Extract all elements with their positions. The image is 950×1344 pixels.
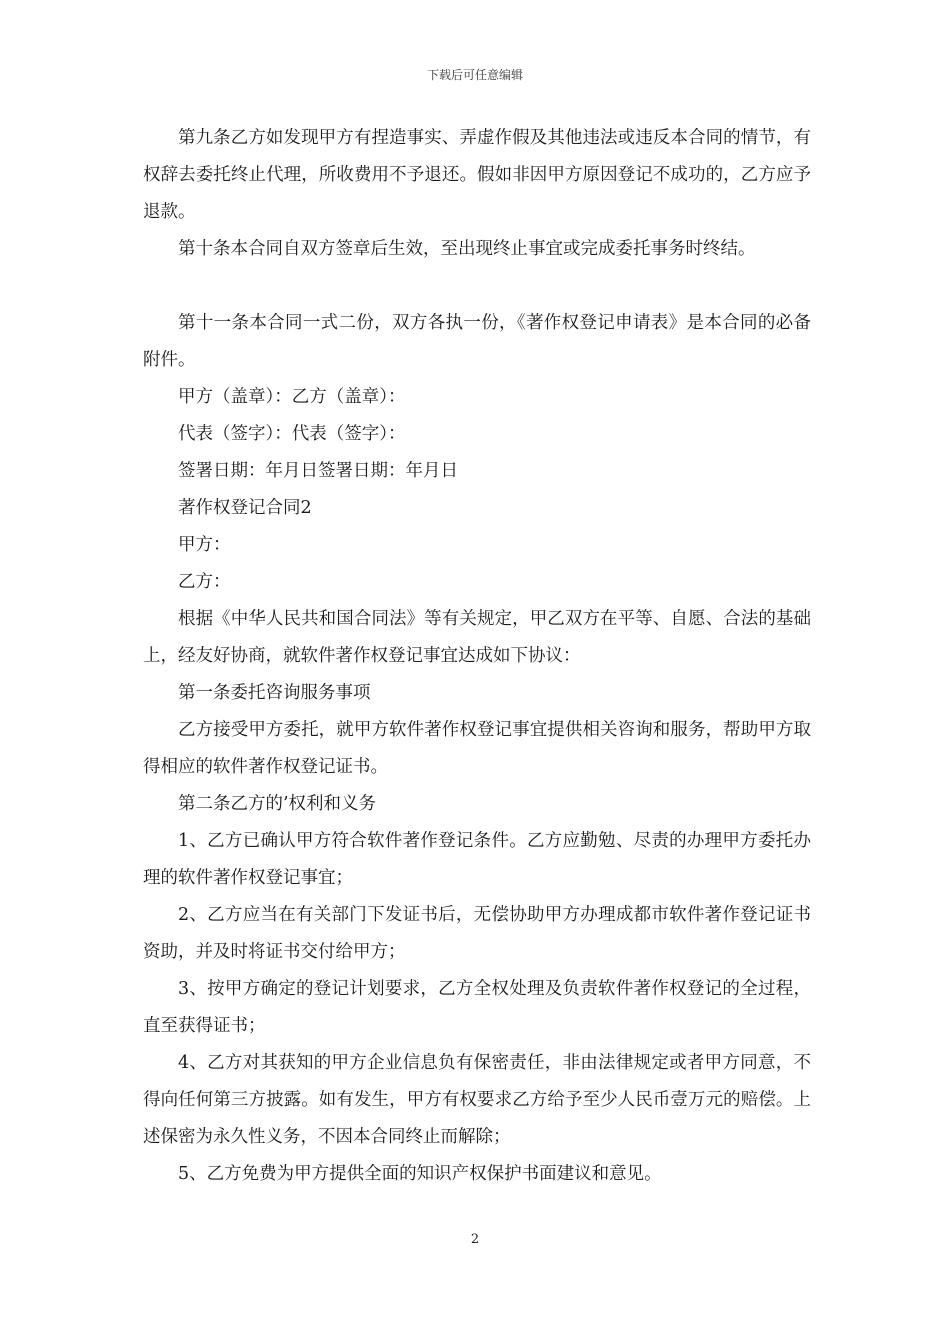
list-item-3: 3、按甲方确定的登记计划要求，乙方全权处理及负责软件著作权登记的全过程，直至获得证书；: [143, 979, 811, 1036]
heading-article-2: 第二条乙方的’权利和义务: [178, 794, 377, 814]
heading-article-1: 第一条委托咨询服务事项: [178, 683, 371, 703]
signature-date-line: 签署日期：年月日签署日期：年月日: [178, 461, 458, 481]
list-item-5: 5、乙方免费为甲方提供全面的知识产权保护书面建议和意见。: [178, 1164, 662, 1184]
paragraph-article-9: 第九条乙方如发现甲方有捏造事实、弄虚作假及其他违法或违反本合同的情节，有权辞去委托终止代理，所收费用不予退还。假如非因甲方原因登记不成功的，乙方应予退款。: [143, 128, 811, 222]
contract-2-title: 著作权登记合同2: [178, 498, 312, 518]
party-a-line: 甲方：: [178, 535, 231, 555]
party-b-line: 乙方：: [178, 572, 231, 592]
paragraph-preamble: 根据《中华人民共和国合同法》等有关规定，甲乙双方在平等、自愿、合法的基础上，经友好协商，就软件著作权登记事宜达成如下协议：: [143, 609, 811, 666]
list-item-4: 4、乙方对其获知的甲方企业信息负有保密责任，非由法律规定或者甲方同意，不得向任何第三方披露。如有发生，甲方有权要求乙方给予至少人民币壹万元的赔偿。上述保密为永久性义务，不因本合同终止而解除；: [143, 1053, 811, 1147]
page-header: 下载后可任意编辑: [426, 68, 523, 82]
paragraph-article-10: 第十条本合同自双方签章后生效，至出现终止事宜或完成委托事务时终结。: [178, 239, 756, 259]
paragraph-article-1-body: 乙方接受甲方委托，就甲方软件著作权登记事宜提供相关咨询和服务，帮助甲方取得相应的软件著作权登记证书。: [143, 720, 811, 777]
list-item-2: 2、乙方应当在有关部门下发证书后，无偿协助甲方办理成都市软件著作登记证书资助，并及时将证书交付给甲方；: [143, 905, 811, 962]
page-number: 2: [470, 1232, 480, 1247]
document-body: [143, 120, 811, 1193]
paragraph-article-11: 第十一条本合同一式二份，双方各执一份，《著作权登记申请表》是本合同的必备附件。: [143, 313, 811, 370]
signature-representative-line: 代表（签字）：代表（签字）：: [178, 424, 406, 444]
signature-seal-line: 甲方（盖章）：乙方（盖章）：: [178, 387, 406, 407]
list-item-1: 1、乙方已确认甲方符合软件著作登记条件。乙方应勤勉、尽责的办理甲方委托办理的软件著作权登记事宜；: [143, 831, 811, 888]
